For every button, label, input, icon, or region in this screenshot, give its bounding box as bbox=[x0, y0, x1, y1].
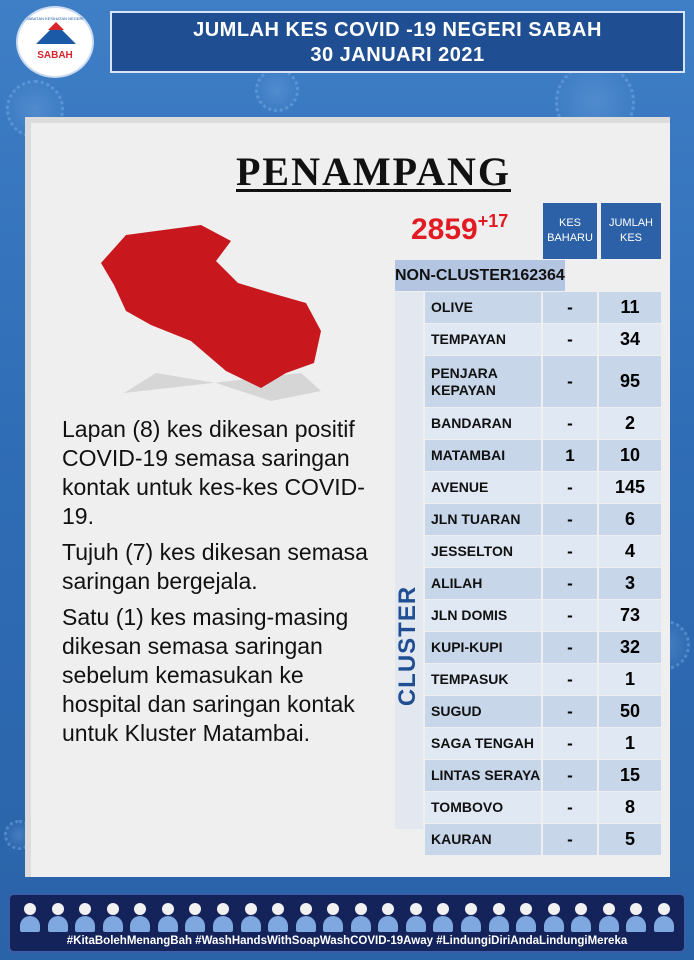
figure-head bbox=[630, 903, 642, 915]
cluster-new-cases: 1 bbox=[543, 440, 597, 471]
cluster-name: SAGA TENGAH bbox=[425, 728, 541, 759]
table-row bbox=[425, 600, 665, 631]
frontliner-figure-icon bbox=[431, 901, 455, 933]
sabah-health-logo bbox=[16, 6, 94, 78]
figure-head bbox=[52, 903, 64, 915]
cluster-new-cases: - bbox=[543, 664, 597, 695]
frontliner-figure-icon bbox=[211, 901, 235, 933]
cluster-new-cases: - bbox=[543, 292, 597, 323]
frontliner-figure-icon bbox=[321, 901, 345, 933]
summary-paragraph: Satu (1) kes masing-masing dikesan semasa saringan sebelum kemasukan ke hospital dan saringan kontak untuk Kluster Matambai. bbox=[62, 604, 355, 746]
cluster-label: CLUSTER bbox=[394, 585, 421, 707]
logo-caption: JABATAN KESIHATAN NEGERI bbox=[26, 16, 84, 21]
table-header bbox=[395, 203, 665, 259]
figure-body bbox=[516, 916, 536, 932]
mountain-peak-icon bbox=[48, 22, 64, 30]
cluster-total-cases: 34 bbox=[599, 324, 661, 355]
cluster-name: JESSELTON bbox=[425, 536, 541, 567]
column-header-new bbox=[543, 203, 597, 259]
figure-head bbox=[437, 903, 449, 915]
frontliner-figure-icon bbox=[569, 901, 593, 933]
figure-head bbox=[493, 903, 505, 915]
figure-head bbox=[410, 903, 422, 915]
figure-body bbox=[654, 916, 674, 932]
cluster-name: OLIVE bbox=[425, 292, 541, 323]
figure-body bbox=[103, 916, 123, 932]
table-row bbox=[425, 324, 665, 355]
figure-body bbox=[544, 916, 564, 932]
figure-head bbox=[162, 903, 174, 915]
frontliner-figure-icon bbox=[239, 901, 263, 933]
figure-body bbox=[351, 916, 371, 932]
cluster-name: MATAMBAI bbox=[425, 440, 541, 471]
non-cluster-total: 2364 bbox=[529, 260, 565, 291]
frontliner-figure-icon bbox=[46, 901, 70, 933]
cluster-name: TEMPASUK bbox=[425, 664, 541, 695]
cluster-total-cases: 6 bbox=[599, 504, 661, 535]
cluster-new-cases: - bbox=[543, 324, 597, 355]
column-header-total-line2: KES bbox=[619, 232, 642, 244]
table-row bbox=[425, 440, 665, 471]
frontliner-figure-icon bbox=[349, 901, 373, 933]
cases-table bbox=[395, 203, 665, 856]
cluster-total-cases: 5 bbox=[599, 824, 661, 855]
figure-body bbox=[185, 916, 205, 932]
cluster-total-cases: 3 bbox=[599, 568, 661, 599]
figure-body bbox=[296, 916, 316, 932]
non-cluster-new: 16 bbox=[511, 260, 529, 291]
penampang-map-icon bbox=[96, 223, 331, 403]
frontliner-figure-icon bbox=[101, 901, 125, 933]
table-row bbox=[425, 760, 665, 791]
frontliner-figure-icon bbox=[624, 901, 648, 933]
frontliner-figure-icon bbox=[597, 901, 621, 933]
cluster-total-cases: 1 bbox=[599, 728, 661, 759]
frontliner-figure-icon bbox=[652, 901, 676, 933]
cluster-total-cases: 2 bbox=[599, 408, 661, 439]
summary-paragraph: Lapan (8) kes dikesan positif COVID-19 semasa saringan kontak untuk kes-kes COVID-19. bbox=[62, 416, 365, 529]
cluster-total-cases: 1 bbox=[599, 664, 661, 695]
figure-head bbox=[134, 903, 146, 915]
cluster-name: KAURAN bbox=[425, 824, 541, 855]
figure-body bbox=[130, 916, 150, 932]
cluster-new-cases: - bbox=[543, 536, 597, 567]
frontliner-figure-icon bbox=[128, 901, 152, 933]
figure-body bbox=[158, 916, 178, 932]
cluster-name: PENJARA KEPAYAN bbox=[425, 356, 541, 407]
cluster-total-cases: 4 bbox=[599, 536, 661, 567]
figure-body bbox=[323, 916, 343, 932]
cluster-new-cases: - bbox=[543, 824, 597, 855]
new-cases-value: +17 bbox=[477, 211, 509, 231]
figure-head bbox=[548, 903, 560, 915]
figure-body bbox=[489, 916, 509, 932]
virus-decoration-icon bbox=[255, 68, 299, 112]
figure-body bbox=[268, 916, 288, 932]
table-row bbox=[425, 292, 665, 323]
footer-hashtags: #KitaBolehMenangBah #WashHandsWithSoapWashCOVID-19Away #LindungiDiriAndaLindungiMereka bbox=[66, 935, 628, 947]
figure-body bbox=[75, 916, 95, 932]
cluster-new-cases: - bbox=[543, 504, 597, 535]
frontliner-figure-icon bbox=[156, 901, 180, 933]
column-header-total-line1: JUMLAH bbox=[608, 217, 653, 229]
cluster-new-cases: - bbox=[543, 568, 597, 599]
frontliner-figure-icon bbox=[376, 901, 400, 933]
cluster-name: TEMPAYAN bbox=[425, 324, 541, 355]
cluster-name: ALILAH bbox=[425, 568, 541, 599]
figure-body bbox=[571, 916, 591, 932]
cluster-name: JLN DOMIS bbox=[425, 600, 541, 631]
cluster-total-cases: 95 bbox=[599, 356, 661, 407]
summary-text bbox=[62, 415, 382, 755]
cluster-new-cases: - bbox=[543, 792, 597, 823]
table-row bbox=[425, 792, 665, 823]
cluster-total-cases: 32 bbox=[599, 632, 661, 663]
table-row bbox=[425, 632, 665, 663]
cluster-rows bbox=[395, 292, 665, 855]
figure-body bbox=[48, 916, 68, 932]
figure-body bbox=[626, 916, 646, 932]
figure-body bbox=[213, 916, 233, 932]
cluster-name: SUGUD bbox=[425, 696, 541, 727]
cluster-name: JLN TUARAN bbox=[425, 504, 541, 535]
figure-head bbox=[245, 903, 257, 915]
cluster-total-cases: 145 bbox=[599, 472, 661, 503]
cluster-total-cases: 15 bbox=[599, 760, 661, 791]
table-row bbox=[425, 408, 665, 439]
cluster-side-label bbox=[395, 292, 423, 829]
frontliner-figure-icon bbox=[404, 901, 428, 933]
figure-head bbox=[575, 903, 587, 915]
figure-head bbox=[520, 903, 532, 915]
header-date: 30 JANUARI 2021 bbox=[310, 44, 485, 66]
figure-head bbox=[603, 903, 615, 915]
figure-head bbox=[189, 903, 201, 915]
frontliner-figure-icon bbox=[266, 901, 290, 933]
table-row bbox=[425, 664, 665, 695]
footer-banner bbox=[8, 893, 686, 953]
non-cluster-label: NON-CLUSTER bbox=[395, 260, 511, 291]
cluster-name: LINTAS SERAYA bbox=[425, 760, 541, 791]
table-row bbox=[425, 536, 665, 567]
figure-head bbox=[465, 903, 477, 915]
cluster-new-cases: - bbox=[543, 356, 597, 407]
figure-head bbox=[658, 903, 670, 915]
cluster-new-cases: - bbox=[543, 728, 597, 759]
figure-head bbox=[327, 903, 339, 915]
header-title: JUMLAH KES COVID -19 NEGERI SABAH bbox=[193, 19, 602, 41]
figure-body bbox=[241, 916, 261, 932]
cluster-name: TOMBOVO bbox=[425, 792, 541, 823]
cluster-name: KUPI-KUPI bbox=[425, 632, 541, 663]
figure-body bbox=[461, 916, 481, 932]
cluster-name: BANDARAN bbox=[425, 408, 541, 439]
cluster-new-cases: - bbox=[543, 472, 597, 503]
figure-body bbox=[20, 916, 40, 932]
figure-body bbox=[433, 916, 453, 932]
table-row bbox=[425, 356, 665, 407]
table-row bbox=[425, 728, 665, 759]
frontliner-figure-icon bbox=[487, 901, 511, 933]
table-row bbox=[425, 696, 665, 727]
district-title: PENAMPANG bbox=[236, 149, 511, 194]
figure-head bbox=[355, 903, 367, 915]
figure-head bbox=[79, 903, 91, 915]
frontliner-figure-icon bbox=[542, 901, 566, 933]
cluster-new-cases: - bbox=[543, 760, 597, 791]
cluster-new-cases: - bbox=[543, 600, 597, 631]
table-row bbox=[425, 472, 665, 503]
total-cases-value: 2859 bbox=[411, 213, 478, 246]
summary-paragraph: Tujuh (7) kes dikesan semasa saringan bergejala. bbox=[62, 539, 368, 594]
figure-head bbox=[24, 903, 36, 915]
non-cluster-row bbox=[395, 259, 665, 292]
frontliner-figure-icon bbox=[183, 901, 207, 933]
figure-body bbox=[599, 916, 619, 932]
cluster-total-cases: 11 bbox=[599, 292, 661, 323]
cluster-name: AVENUE bbox=[425, 472, 541, 503]
figure-head bbox=[107, 903, 119, 915]
frontliner-figure-icon bbox=[514, 901, 538, 933]
page-header bbox=[110, 11, 685, 73]
column-header-new-line2: BAHARU bbox=[547, 232, 593, 244]
figure-body bbox=[406, 916, 426, 932]
cluster-new-cases: - bbox=[543, 696, 597, 727]
cluster-new-cases: - bbox=[543, 632, 597, 663]
frontliner-figures bbox=[18, 901, 676, 933]
frontliner-figure-icon bbox=[459, 901, 483, 933]
column-header-total bbox=[601, 203, 661, 259]
cluster-total-cases: 8 bbox=[599, 792, 661, 823]
table-row bbox=[425, 824, 665, 855]
table-row bbox=[425, 568, 665, 599]
logo-name: SABAH bbox=[37, 50, 73, 61]
frontliner-figure-icon bbox=[73, 901, 97, 933]
cluster-new-cases: - bbox=[543, 408, 597, 439]
figure-head bbox=[217, 903, 229, 915]
figure-head bbox=[382, 903, 394, 915]
cluster-total-cases: 10 bbox=[599, 440, 661, 471]
column-header-new-line1: KES bbox=[558, 217, 581, 229]
figure-head bbox=[300, 903, 312, 915]
content-panel bbox=[25, 117, 670, 877]
frontliner-figure-icon bbox=[294, 901, 318, 933]
table-row bbox=[425, 504, 665, 535]
figure-body bbox=[378, 916, 398, 932]
frontliner-figure-icon bbox=[18, 901, 42, 933]
cluster-total-cases: 50 bbox=[599, 696, 661, 727]
figure-head bbox=[272, 903, 284, 915]
cluster-total-cases: 73 bbox=[599, 600, 661, 631]
